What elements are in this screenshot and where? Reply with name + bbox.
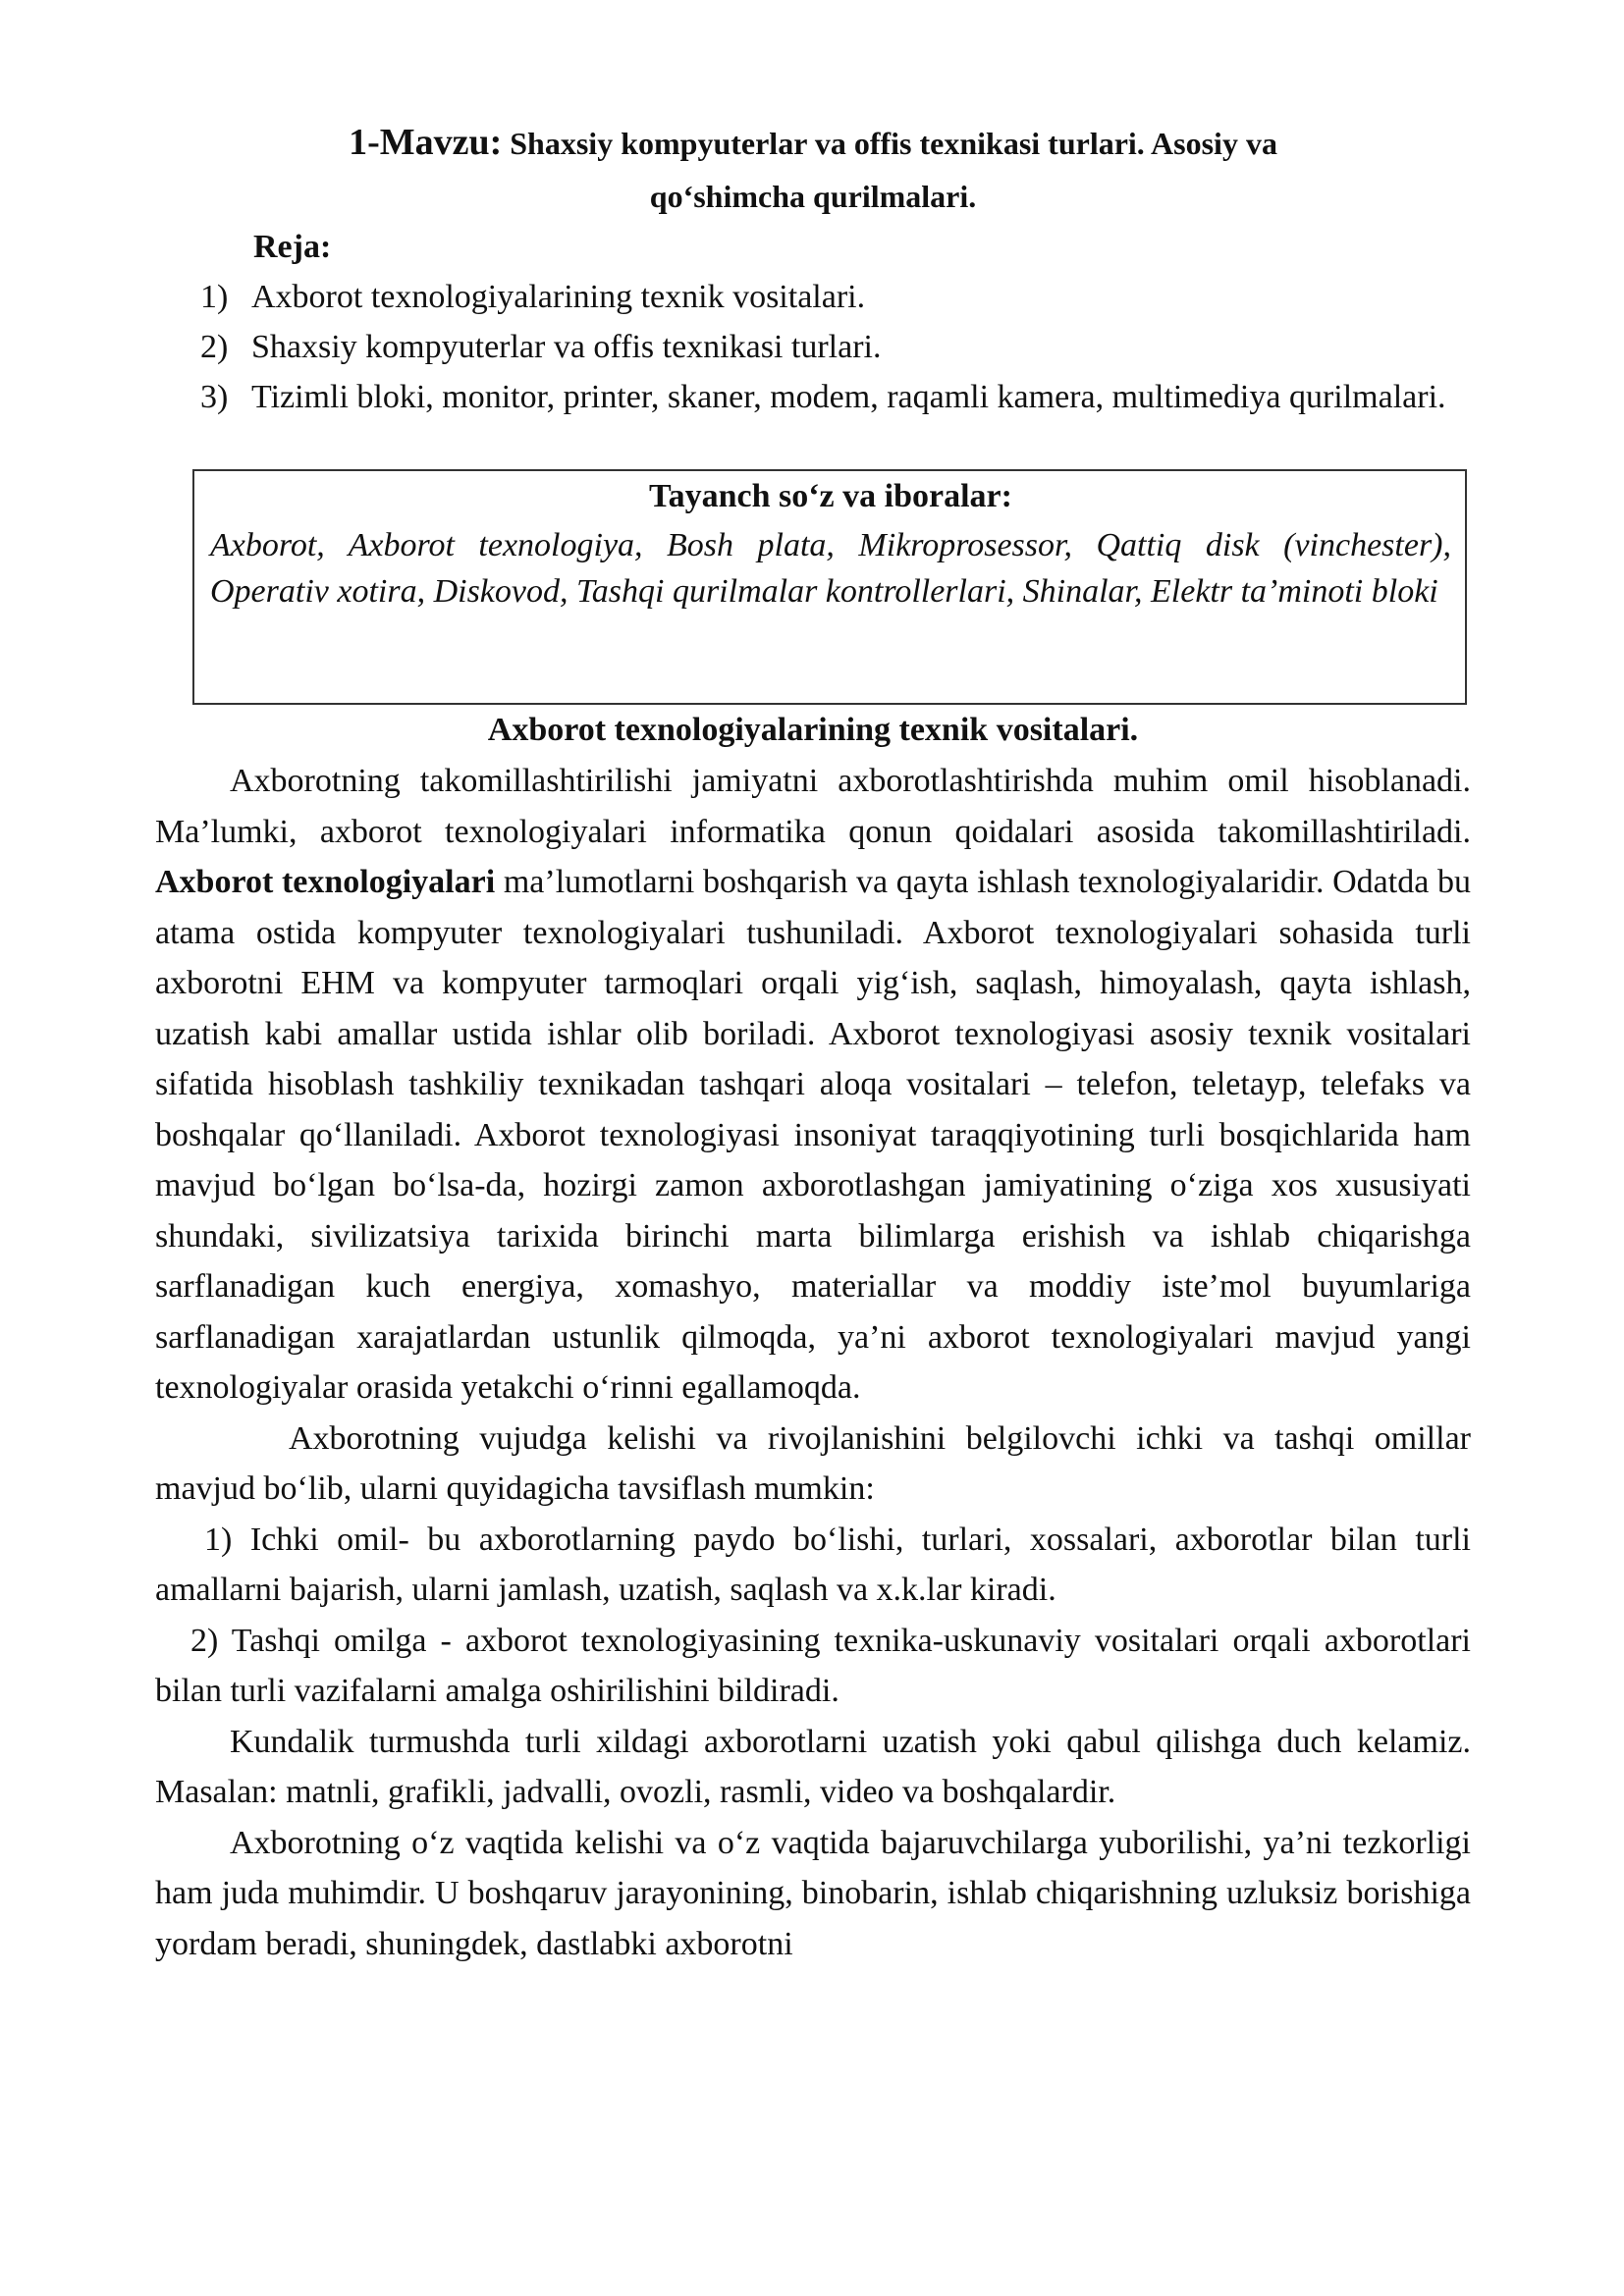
plan-item-text: Shaxsiy kompyuterlar va offis texnikasi turlari. [251, 329, 882, 365]
keywords-heading: Tayanch so‘z va iboralar: [649, 478, 1012, 514]
plan-item-text: Tizimli bloki, monitor, printer, skaner, modem, raqamli kamera, multimediya qurilmalari. [251, 379, 1446, 415]
plan-heading: Reja: [253, 229, 332, 265]
title-line-1: Shaxsiy kompyuterlar va offis texnikasi turlari. Asosiy va [510, 126, 1277, 161]
plan-item [155, 372, 1471, 422]
plan-item-number: 2) [200, 329, 229, 365]
document-content [155, 116, 1471, 1969]
paragraph-intro [155, 756, 1471, 1414]
plan-item [155, 322, 1471, 372]
page-title [155, 116, 1471, 223]
paragraph-timeliness: Axborotning o‘z vaqtida kelishi va o‘z vaqtida bajaruvchilarga yuborilishi, ya’ni tezkorligi ham juda muhimdir. U boshqaruv jarayonining, binobarin, ishlab chiqarishning uzluksiz borishiga yordam beradi, shuningdek, dastlabki axborotni [155, 1824, 1471, 1962]
keywords-text: Axborot, Axborot texnologiya, Bosh plata, Mikroprosessor, Qattiq disk (vinchester), Operativ xotira, Diskovod, Tashqi qurilmalar kontrollerlari, Shinalar, Elektr ta’minoti bloki [210, 527, 1451, 610]
paragraph-daily-life: Kundalik turmushda turli xildagi axborotlarni uzatish yoki qabul qilishga duch kelamiz. Masalan: matnli, grafikli, jadvalli, ovozli, rasmli, video va boshqalardir. [155, 1723, 1471, 1810]
plan-item-number: 1) [200, 279, 229, 315]
topic-number: 1-Mavzu: [349, 122, 503, 163]
keywords-box [192, 469, 1467, 705]
plan-item-number: 3) [200, 379, 229, 415]
plan-list [155, 272, 1471, 422]
bold-term: Axborot texnologiyalari [155, 864, 496, 900]
factor-item-1 [155, 1515, 1471, 1616]
factor-item-2 [155, 1616, 1471, 1717]
section-heading: Axborot texnologiyalarining texnik vositalari. [487, 712, 1139, 748]
factor-number: 2) [190, 1622, 219, 1659]
title-line-2: qo‘shimcha qurilmalari. [649, 179, 977, 214]
paragraph-intro-rest: ma’lumotlarni boshqarish va qayta ishlash texnologiyalaridir. Odatda bu atama ostida kompyuter texnologiyalari tushuniladi. Axborot texnologiyalari sohasida turli axborotni EHM va kompyuter tarmoqlari orqali yig‘ish, saqlash, himoyalash, qayta ishlash, uzatish kabi amallar ustida ishlar olib boriladi. Axborot texnologiyasi asosiy texnik vositalari sifatida hisoblash tashkiliy texnikadan tashqari aloqa vositalari – telefon, teletayp, telefaks va boshqalar qo‘llaniladi. Axborot texnologiyasi insoniyat taraqqiyotining turli bosqichlarida ham mavjud bo‘lgan bo‘lsa-da, hozirgi zamon axborotlashgan jamiyatining o‘ziga xos xususiyati shundaki, sivilizatsiya tarixida birinchi marta bilimlarga erishish va ishlab chiqarishga sarflanadigan kuch energiya, xomashyo, materiallar va moddiy iste’mol buyumlariga sarflanadigan xarajatlardan ustunlik qilmoqda, ya’ni axborot texnologiyalari mavjud yangi texnologiyalar orasida yetakchi o‘rinni egallamoqda. [155, 864, 1471, 1406]
plan-item [155, 272, 1471, 322]
factor-text: Tashqi omilga - axborot texnologiyasining texnika-uskunaviy vositalari orqali axborotlari bilan turli vazifalarni amalga oshirilishini bildiradi. [155, 1622, 1471, 1709]
plan-item-text: Axborot texnologiyalarining texnik vositalari. [251, 279, 866, 315]
paragraph-intro-start: Axborotning takomillashtirilishi jamiyatni axborotlashtirishda muhim omil hisoblanadi. Ma’lumki, axborot texnologiyalari informatika qonun qoidalari asosida takomillashtiriladi. [155, 763, 1471, 850]
factor-text: Ichki omil- bu axborotlarning paydo bo‘lishi, turlari, xossalari, axborotlar bilan turli amallarni bajarish, ularni jamlash, uzatish, saqlash va x.k.lar kiradi. [155, 1521, 1472, 1608]
paragraph-factors-intro: Axborotning vujudga kelishi va rivojlanishini belgilovchi ichki va tashqi omillar mavjud bo‘lib, ularni quyidagicha tavsiflash mumkin: [155, 1419, 1471, 1507]
factor-number: 1) [204, 1521, 233, 1558]
